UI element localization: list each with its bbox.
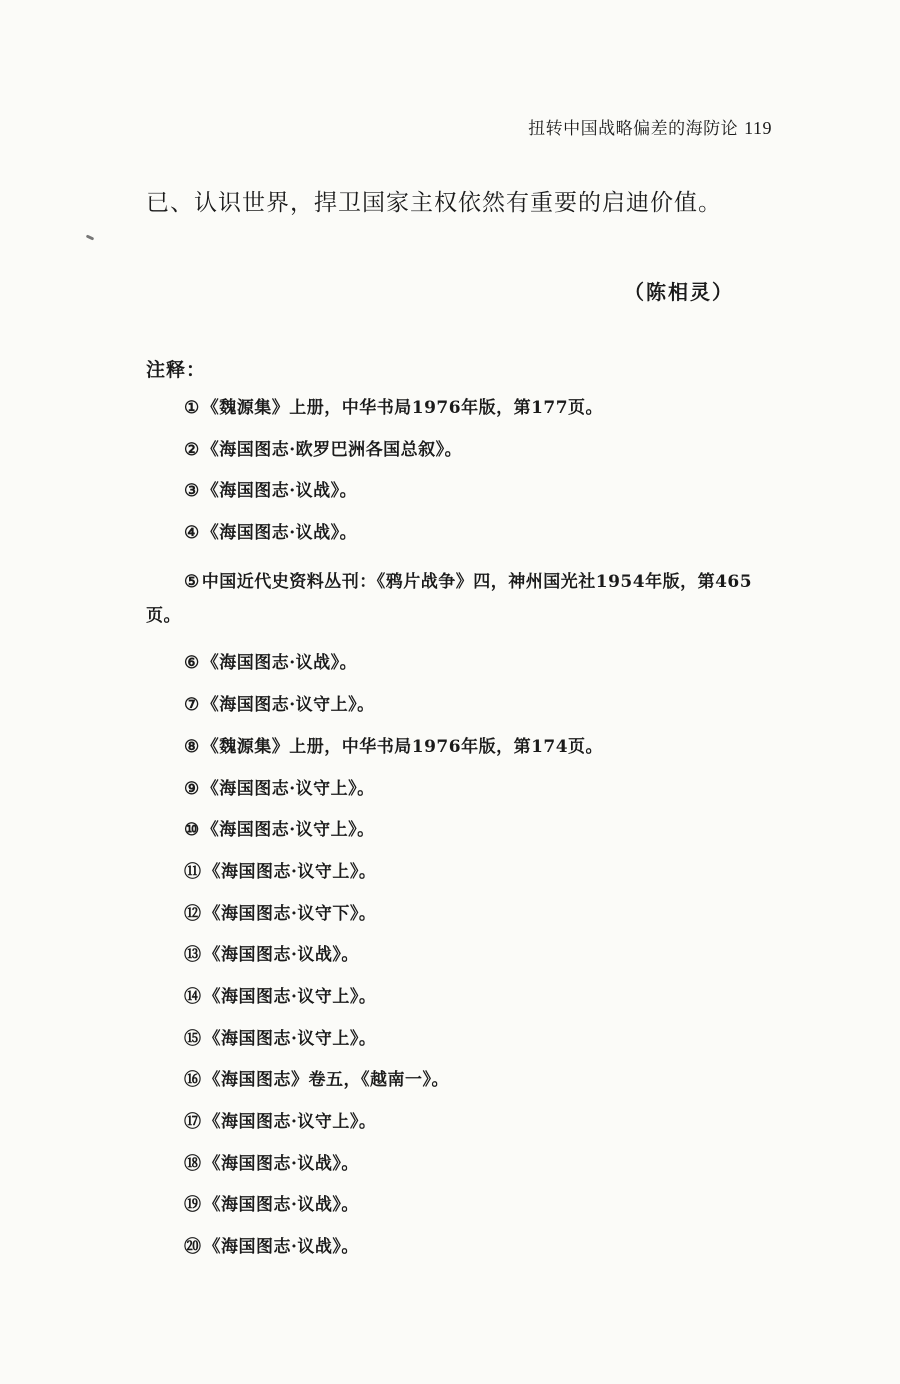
note-text: 《海国图志·议守上》。: [201, 778, 375, 799]
note-number: ⑰: [184, 1112, 202, 1132]
note-item: [146, 987, 786, 1008]
note-text: 中国近代史资料丛刊：《鸦片战争》四，神州国光社1954年版，第465页。: [146, 571, 753, 626]
note-item: [146, 904, 786, 925]
note-number: ⑫: [184, 903, 202, 924]
note-text: 《海国图志·议守上》。: [201, 820, 375, 841]
note-item: [146, 565, 786, 633]
note-text: 《海国图志·欧罗巴洲各国总叙》。: [201, 439, 463, 460]
note-number: ⑱: [184, 1153, 202, 1174]
note-number: ⑭: [184, 986, 202, 1007]
note-item: [146, 1112, 786, 1133]
note-item: [146, 523, 786, 544]
running-title: 扭转中国战略偏差的海防论: [528, 119, 739, 139]
author-attribution: （陈相灵）: [624, 280, 734, 304]
note-number: ⑤: [184, 571, 200, 592]
note-number: ③: [184, 481, 200, 502]
note-item: [146, 481, 786, 502]
note-number: ②: [184, 439, 200, 460]
note-item: [146, 862, 786, 883]
scan-speck: [86, 234, 95, 240]
note-item: [146, 1237, 786, 1258]
note-text: 《海国图志·议战》。: [201, 523, 358, 544]
note-number: ⑦: [184, 695, 200, 716]
note-number: ⑨: [184, 778, 200, 799]
note-item: [146, 653, 786, 674]
note-text: 《海国图志·议守上》。: [203, 861, 377, 882]
note-number: ⑧: [184, 736, 200, 757]
note-text: 《海国图志·议战》。: [203, 945, 359, 966]
note-text: 《海国图志·议守上》。: [203, 1112, 377, 1132]
notes-list: [146, 398, 786, 1279]
note-text: 《海国图志·议战》。: [201, 481, 358, 502]
note-text: 《海国图志》卷五，《越南一》。: [203, 1070, 449, 1091]
note-item: [146, 440, 786, 461]
note-number: ⑳: [184, 1237, 202, 1258]
note-text: 《魏源集》上册，中华书局1976年版，第174页。: [201, 736, 604, 757]
note-number: ⑬: [184, 945, 202, 966]
note-number: ⑪: [184, 861, 202, 882]
note-number: ⑮: [184, 1028, 202, 1049]
note-number: ⑩: [184, 820, 200, 841]
note-text: 《海国图志·议守上》。: [201, 695, 375, 716]
note-item: [146, 398, 786, 419]
note-text: 《魏源集》上册，中华书局1976年版，第177页。: [201, 398, 604, 418]
note-item: [146, 779, 786, 800]
note-number: ⑥: [184, 653, 200, 674]
note-text: 《海国图志·议战》。: [203, 1153, 359, 1174]
note-item: [146, 1195, 786, 1216]
note-item: [146, 820, 786, 841]
note-text: 《海国图志·议战》。: [203, 1195, 359, 1216]
note-number: ⑯: [184, 1070, 202, 1091]
note-number: ④: [184, 523, 200, 544]
note-item: [146, 695, 786, 716]
page-number: 119: [744, 118, 772, 138]
note-number: ①: [184, 398, 200, 418]
note-text: 《海国图志·议战》。: [203, 1237, 359, 1258]
running-header: [528, 114, 772, 139]
note-item: [146, 1154, 786, 1175]
note-item: [146, 1029, 786, 1050]
note-number: ⑲: [184, 1195, 202, 1216]
note-item: [146, 1070, 786, 1091]
note-text: 《海国图志·议守下》。: [203, 903, 377, 924]
note-item: [146, 737, 786, 758]
note-item: [146, 945, 786, 966]
closing-paragraph: 已、认识世界，捍卫国家主权依然有重要的启迪价值。: [146, 190, 722, 216]
note-text: 《海国图志·议守上》。: [203, 986, 377, 1007]
note-text: 《海国图志·议守上》。: [203, 1028, 377, 1049]
notes-heading: 注释：: [146, 359, 207, 381]
note-text: 《海国图志·议战》。: [201, 653, 358, 674]
